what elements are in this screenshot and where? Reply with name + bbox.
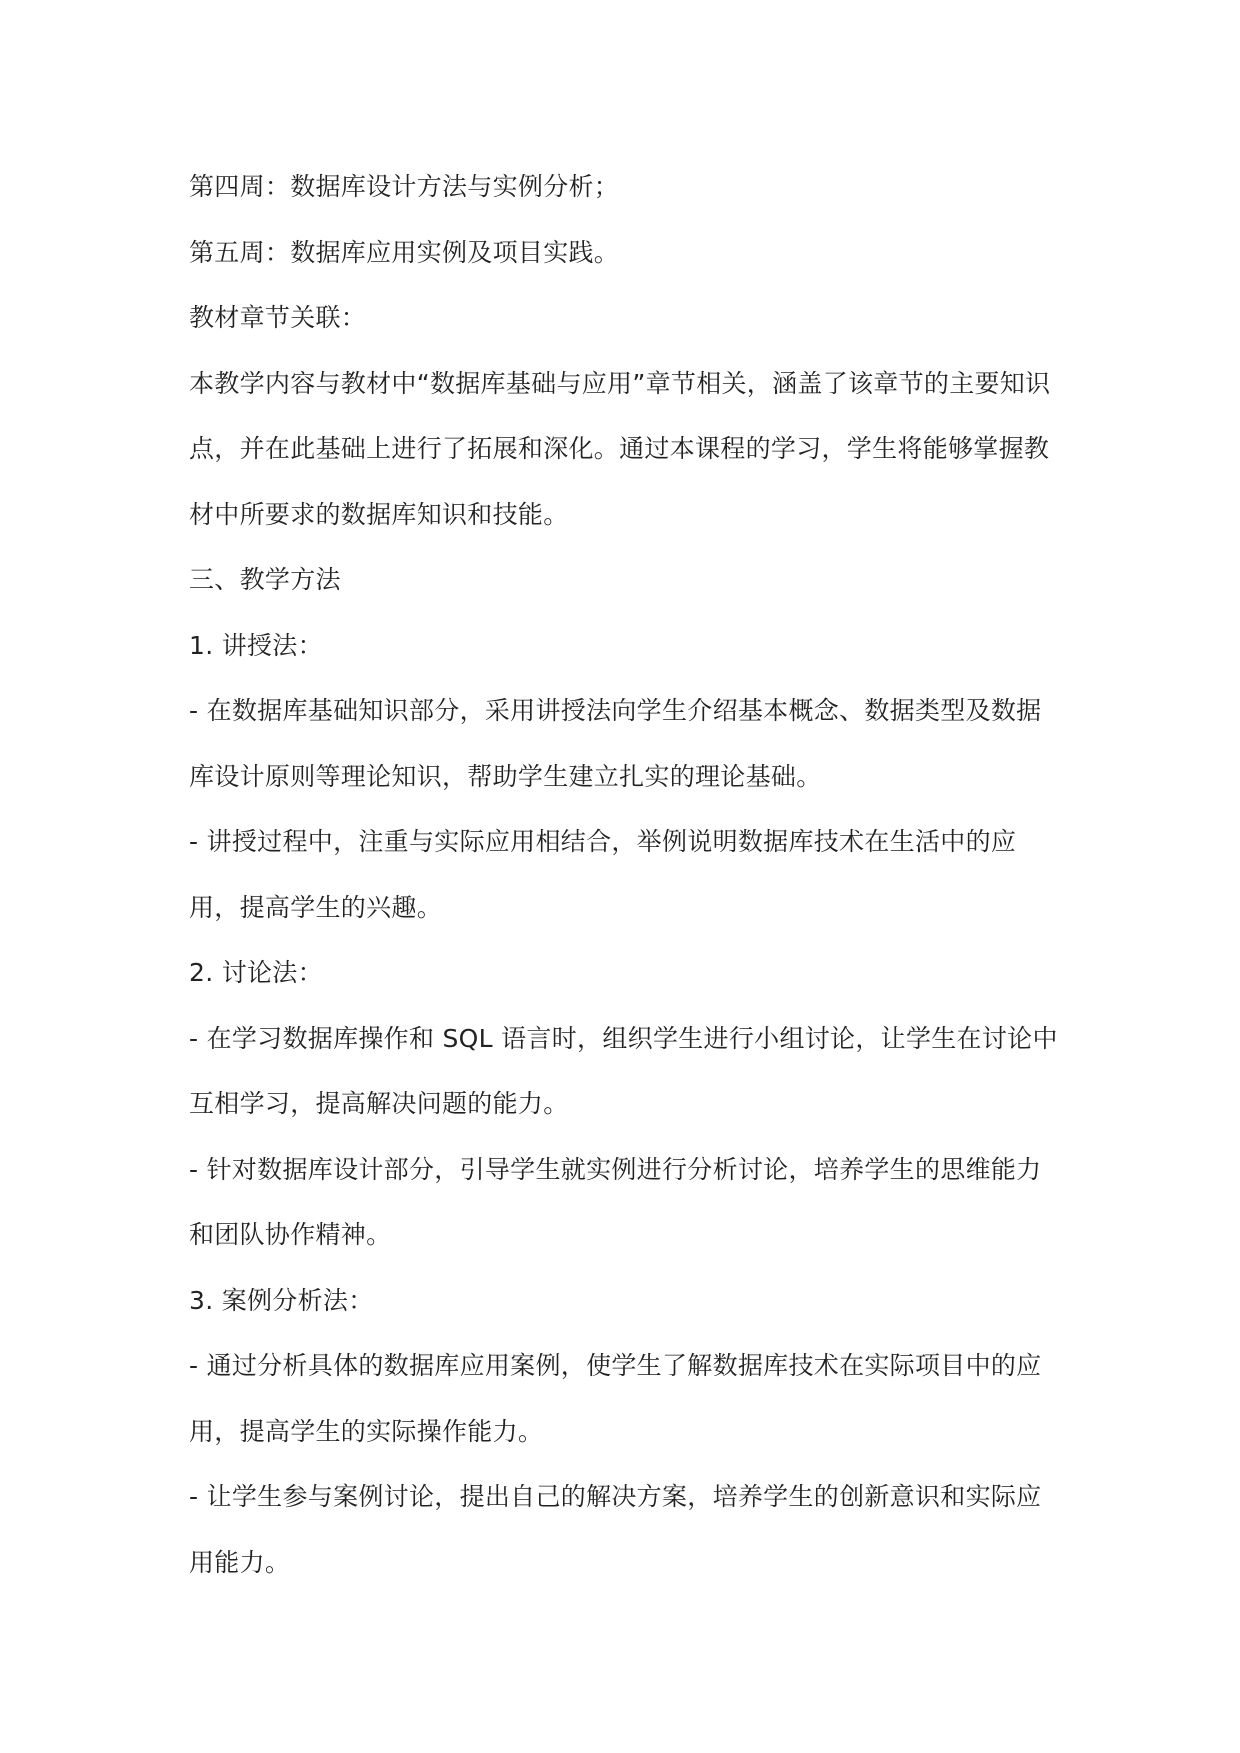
method-heading-case-analysis: 3. 案例分析法： xyxy=(189,1285,374,1315)
textbook-link-paragraph-line: 本教学内容与教材中“数据库基础与应用”章节相关，涵盖了该章节的主要知识 xyxy=(189,368,1051,398)
method-bullet-line: - 让学生参与案例讨论，提出自己的解决方案，培养学生的创新意识和实际应 xyxy=(189,1482,1042,1511)
method-bullet-line: - 讲授过程中，注重与实际应用相结合，举例说明数据库技术在生活中的应 xyxy=(189,827,1017,856)
method-heading-lecture: 1. 讲授法： xyxy=(189,630,323,660)
method-bullet-line: 库设计原则等理论知识，帮助学生建立扎实的理论基础。 xyxy=(189,761,822,791)
method-bullet-line: 用能力。 xyxy=(189,1547,291,1577)
textbook-link-heading: 教材章节关联： xyxy=(189,303,367,332)
method-bullet-line: - 在学习数据库操作和 SQL 语言时，组织学生进行小组讨论，让学生在讨论中 xyxy=(189,1023,1058,1053)
method-bullet-line: - 针对数据库设计部分，引导学生就实例进行分析讨论，培养学生的思维能力 xyxy=(189,1154,1042,1184)
method-bullet-line: 用，提高学生的实际操作能力。 xyxy=(189,1416,544,1446)
schedule-week-4: 第四周：数据库设计方法与实例分析； xyxy=(189,172,620,201)
schedule-week-5: 第五周：数据库应用实例及项目实践。 xyxy=(189,237,620,267)
method-bullet-line: - 在数据库基础知识部分，采用讲授法向学生介绍基本概念、数据类型及数据 xyxy=(189,696,1042,725)
method-bullet-line: 互相学习，提高解决问题的能力。 xyxy=(189,1089,569,1118)
document-body xyxy=(189,154,1059,1595)
method-heading-discussion: 2. 讨论法： xyxy=(189,958,323,987)
method-bullet-line: 用，提高学生的兴趣。 xyxy=(189,892,443,922)
textbook-link-paragraph-line: 点，并在此基础上进行了拓展和深化。通过本课程的学习，学生将能够掌握教 xyxy=(189,434,1050,463)
textbook-link-paragraph-line: 材中所要求的数据库知识和技能。 xyxy=(189,499,569,529)
method-bullet-line: - 通过分析具体的数据库应用案例，使学生了解数据库技术在实际项目中的应 xyxy=(189,1351,1042,1380)
section-heading-teaching-methods: 三、教学方法 xyxy=(189,565,341,594)
method-bullet-line: 和团队协作精神。 xyxy=(189,1220,392,1249)
